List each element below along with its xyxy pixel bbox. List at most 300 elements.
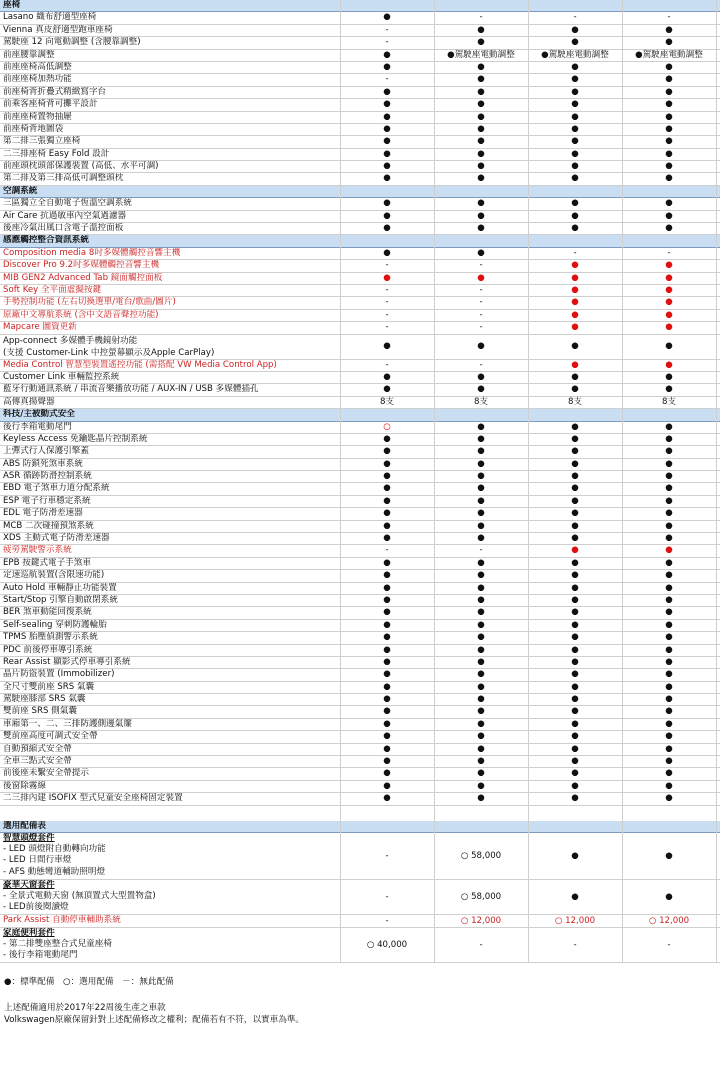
spec-label-text: 手勢控制功能 (左右切換選單/電台/歌曲/圖片) — [3, 297, 176, 308]
spec-label-text: 第二排及第三排高低可調整頭枕 — [3, 173, 124, 184]
spec-cell: ● — [571, 681, 579, 692]
spec-cell: ● — [665, 706, 673, 717]
spec-cell: ● — [571, 421, 579, 432]
spec-cell: ● — [477, 340, 485, 351]
spec-label — [3, 99, 338, 110]
spec-cell: ● — [477, 656, 485, 667]
spec-cell: ● — [665, 433, 673, 444]
spec-cell: ● — [477, 272, 485, 283]
spec-cell: ● — [383, 768, 391, 779]
spec-cell: ● — [383, 198, 391, 209]
spec-cell: ● — [665, 446, 673, 457]
grid-line — [528, 0, 529, 963]
spec-cell: ● — [383, 272, 391, 283]
spec-label-text: Discover Pro 9.2吋多媒體觸控音響主機 — [3, 260, 160, 271]
spec-row — [0, 161, 720, 173]
spec-cell: ● — [665, 669, 673, 680]
spec-cell: ● — [665, 644, 673, 655]
option-cell: - — [385, 850, 389, 861]
spec-cell: ● — [383, 495, 391, 506]
spec-cell: ● — [477, 24, 485, 35]
spec-cell: - — [479, 260, 483, 271]
option-label — [3, 880, 338, 914]
spec-label-text: App-connect 多媒體手機鏡射功能 — [3, 335, 138, 346]
spec-row — [0, 173, 720, 185]
spec-label-text: MCB 二次碰撞預煞系統 — [3, 520, 94, 531]
spec-cell: ● — [571, 780, 579, 791]
spec-label — [3, 632, 338, 643]
spec-label-text: 前座椅背折疊式精緻寫字台 — [3, 86, 107, 97]
spec-label-text: 晶片防盜裝置 (Immobilizer) — [3, 669, 115, 680]
spec-cell: - — [479, 359, 483, 370]
spec-cell: - — [385, 74, 389, 85]
spec-cell: ● — [665, 632, 673, 643]
spec-row — [0, 471, 720, 483]
spec-label — [3, 173, 338, 184]
option-cell: ○ 12,000 — [554, 915, 596, 926]
spec-cell: ● — [571, 309, 579, 320]
option-cell: ● — [571, 850, 579, 861]
spec-label — [3, 223, 338, 234]
spec-cell: ● — [383, 570, 391, 581]
spec-cell: ● — [477, 669, 485, 680]
spec-cell: - — [573, 247, 577, 258]
spec-row — [0, 682, 720, 694]
spec-cell: ● — [665, 86, 673, 97]
spec-row — [0, 285, 720, 297]
spec-cell: ● — [665, 582, 673, 593]
spec-cell: ● — [571, 284, 579, 295]
spec-cell: ● — [477, 756, 485, 767]
spec-cell: ● — [383, 557, 391, 568]
option-cell: ● — [665, 850, 673, 861]
spec-cell: ●駕駛座電動調整 — [541, 49, 609, 60]
spec-label-text: EBD 電子煞車力道分配系統 — [3, 483, 110, 494]
option-package-title: Park Assist 自動停車輔助系統 — [3, 915, 121, 926]
spec-cell: ● — [665, 340, 673, 351]
spec-label-text: ASR 循跡防滑控制系統 — [3, 471, 92, 482]
section-header — [0, 409, 720, 421]
spec-cell: ● — [477, 632, 485, 643]
spec-cell: ● — [571, 148, 579, 159]
spec-cell: ● — [571, 173, 579, 184]
spec-cell: ● — [571, 458, 579, 469]
spec-label-text: 後行李箱電動尾門 — [3, 421, 72, 432]
spec-label-text: BER 煞車動能回復系統 — [3, 607, 92, 618]
spec-label — [3, 372, 338, 383]
spec-row — [0, 422, 720, 434]
option-package — [0, 880, 720, 916]
spec-cell: ● — [665, 619, 673, 630]
spec-label — [3, 744, 338, 755]
spec-cell: ● — [665, 471, 673, 482]
spec-cell: ● — [383, 669, 391, 680]
spec-cell: ● — [665, 545, 673, 556]
spec-cell: ● — [383, 136, 391, 147]
spec-label — [3, 731, 338, 742]
spec-row — [0, 273, 720, 285]
spec-cell: ● — [665, 483, 673, 494]
spec-cell: ● — [383, 49, 391, 60]
spec-label-text: 定速巡航裝置(含限速功能) — [3, 570, 105, 581]
spec-row — [0, 99, 720, 111]
section-header — [0, 0, 720, 12]
spec-cell: ● — [665, 61, 673, 72]
spec-cell: ● — [571, 706, 579, 717]
spec-label — [3, 620, 338, 631]
option-item: - 全景式電動天窗 (無頂置式大型置物盒) — [3, 891, 156, 901]
spec-label — [3, 446, 338, 457]
option-cell: - — [479, 939, 483, 950]
spec-label — [3, 483, 338, 494]
spec-cell: ● — [571, 483, 579, 494]
spec-cell: ● — [477, 433, 485, 444]
spec-cell: ● — [665, 198, 673, 209]
spec-cell: ● — [665, 694, 673, 705]
grid-line — [340, 0, 341, 963]
spec-cell: ● — [477, 223, 485, 234]
spec-cell: ● — [665, 210, 673, 221]
spec-cell: ● — [383, 161, 391, 172]
spec-cell: ● — [665, 260, 673, 271]
option-item: - AFS 動態彎道輔助照明燈 — [3, 866, 106, 877]
spec-cell: ● — [665, 570, 673, 581]
spec-row — [0, 248, 720, 260]
grid-line — [434, 0, 435, 963]
spec-row — [0, 211, 720, 223]
spec-cell: ● — [477, 694, 485, 705]
spec-row — [0, 223, 720, 235]
spec-cell: - — [479, 309, 483, 320]
spec-row — [0, 583, 720, 595]
spec-label — [3, 781, 338, 792]
spec-cell: ● — [665, 594, 673, 605]
spec-label — [3, 422, 338, 433]
spec-label — [3, 434, 338, 445]
spec-label-text: 疲勞駕駛警示系統 — [3, 545, 72, 556]
section-title: 空調系統 — [3, 185, 38, 196]
spec-cell: ● — [571, 111, 579, 122]
option-package — [0, 928, 720, 964]
spec-label-text: 駕駛座膝部 SRS 氣囊 — [3, 694, 86, 705]
spec-cell: ● — [571, 340, 579, 351]
spec-cell: ● — [665, 309, 673, 320]
spec-cell: - — [385, 322, 389, 333]
spec-cell: ● — [571, 223, 579, 234]
spec-cell: ● — [477, 731, 485, 742]
spec-label — [3, 607, 338, 618]
option-package-title: 智慧頭燈套件 — [3, 833, 55, 843]
spec-cell: ● — [571, 594, 579, 605]
spec-row — [0, 595, 720, 607]
spec-cell: ● — [477, 644, 485, 655]
spec-cell: ● — [383, 718, 391, 729]
option-package — [0, 915, 720, 927]
spec-label-text: Auto Hold 車輛靜止功能裝置 — [3, 582, 117, 593]
spec-cell: ● — [477, 533, 485, 544]
spec-label — [3, 756, 338, 767]
spec-cell: 8支 — [473, 396, 489, 407]
spec-cell: ● — [571, 371, 579, 382]
spec-label — [3, 360, 338, 371]
option-cell: ○ 12,000 — [460, 915, 502, 926]
spec-cell: ● — [665, 520, 673, 531]
option-item: - 第二排雙座整合式兒童座椅 — [3, 938, 112, 949]
spec-label-text: MIB GEN2 Advanced Tab 鏡面觸控面板 — [3, 272, 163, 283]
spec-cell: ● — [383, 384, 391, 395]
spec-label — [3, 322, 338, 333]
spec-row — [0, 781, 720, 793]
spec-row — [0, 744, 720, 756]
spec-cell: ● — [383, 86, 391, 97]
spec-label — [3, 657, 338, 668]
spec-cell: ● — [477, 371, 485, 382]
spec-cell: ● — [477, 86, 485, 97]
spec-cell: ● — [477, 495, 485, 506]
spec-row — [0, 545, 720, 557]
spec-cell: ● — [571, 123, 579, 134]
spec-cell: - — [385, 359, 389, 370]
spec-cell: ● — [571, 272, 579, 283]
spec-cell: ● — [571, 508, 579, 519]
spec-cell: ● — [383, 619, 391, 630]
spec-label-text: 上彈式行人保護引擎蓋 — [3, 446, 89, 457]
spec-label — [3, 397, 338, 408]
spec-cell: ● — [665, 322, 673, 333]
spec-label — [3, 149, 338, 160]
spec-cell: ● — [383, 458, 391, 469]
spec-cell: ● — [383, 520, 391, 531]
note: 上述配備適用於2017年22周後生產之車款 — [4, 1003, 166, 1013]
option-cell: ○ 40,000 — [366, 939, 408, 950]
spec-cell: ● — [383, 247, 391, 258]
spec-label — [3, 124, 338, 135]
grid-line — [716, 0, 717, 963]
spec-row — [0, 533, 720, 545]
legend: ●：標準配備 ○：選用配備 －：無此配備 — [4, 977, 174, 987]
spec-label-text: 自動預縮式安全帶 — [3, 743, 72, 754]
spec-cell: ● — [571, 533, 579, 544]
spec-cell: ● — [665, 136, 673, 147]
spec-row — [0, 322, 720, 334]
spec-cell: ● — [383, 694, 391, 705]
spec-cell: - — [667, 247, 671, 258]
spec-cell: ● — [571, 37, 579, 48]
spec-row — [0, 297, 720, 309]
spec-cell: ● — [383, 111, 391, 122]
spec-cell: ●駕駛座電動調整 — [447, 49, 515, 60]
spec-label — [3, 335, 338, 359]
spec-cell: ● — [383, 223, 391, 234]
spec-label — [3, 198, 338, 209]
option-item: - 後行李箱電動尾門 — [3, 950, 78, 961]
spec-cell: ● — [665, 123, 673, 134]
option-label — [3, 833, 338, 878]
spec-row — [0, 607, 720, 619]
spec-cell: ● — [571, 632, 579, 643]
spec-label-text-line2: (支援 Customer-Link 中控螢幕顯示及Apple CarPlay) — [3, 347, 215, 358]
section-title: 科技/主被動式安全 — [3, 409, 75, 420]
spec-row — [0, 360, 720, 372]
spec-label-text: 前乘客座椅背可攤平設計 — [3, 99, 98, 110]
spec-row — [0, 459, 720, 471]
spec-label-text: Air Care 抗過敏車內空氣過濾器 — [3, 210, 127, 221]
spec-cell: ● — [665, 24, 673, 35]
spec-cell: ● — [477, 793, 485, 804]
spec-label — [3, 87, 338, 98]
spec-label-text: Rear Assist 顯影式停車導引系統 — [3, 656, 131, 667]
spec-cell: ● — [571, 495, 579, 506]
spec-row — [0, 434, 720, 446]
spec-row — [0, 645, 720, 657]
spec-cell: ● — [383, 780, 391, 791]
spec-row — [0, 50, 720, 62]
spacer — [0, 806, 720, 821]
spec-cell: ● — [571, 74, 579, 85]
spec-label — [3, 595, 338, 606]
spec-row — [0, 521, 720, 533]
spec-label — [3, 793, 338, 804]
spec-cell: ● — [571, 718, 579, 729]
spec-cell: ● — [571, 433, 579, 444]
spec-cell: - — [479, 12, 483, 23]
spec-label-text: 全尺寸雙前座 SRS 氣囊 — [3, 681, 95, 692]
spec-cell: ● — [477, 99, 485, 110]
spec-label-text: 前座座椅置物抽屜 — [3, 111, 72, 122]
spec-cell: ● — [383, 607, 391, 618]
spec-cell: - — [385, 309, 389, 320]
spec-cell: ● — [571, 607, 579, 618]
spec-cell: ● — [571, 24, 579, 35]
spec-label — [3, 260, 338, 271]
spec-cell: ● — [477, 483, 485, 494]
spec-label — [3, 384, 338, 395]
spec-label — [3, 112, 338, 123]
spec-cell: ● — [477, 161, 485, 172]
section-title: 感應觸控整合資訊系統 — [3, 235, 89, 246]
spec-label-text: 駕駛座 12 向電動調整 (含腰靠調整) — [3, 37, 141, 48]
spec-cell: - — [385, 297, 389, 308]
spec-row — [0, 62, 720, 74]
spec-label-text: 高傳真揚聲器 — [3, 396, 55, 407]
spec-cell: ● — [571, 322, 579, 333]
spec-label-text: 後座冷氣出風口含電子溫控面板 — [3, 223, 124, 234]
spec-cell: ● — [383, 61, 391, 72]
spec-cell: ● — [383, 731, 391, 742]
spec-cell: ● — [665, 768, 673, 779]
spec-cell: ● — [571, 669, 579, 680]
spec-label — [3, 285, 338, 296]
spec-cell: ● — [665, 495, 673, 506]
spec-cell: ● — [665, 37, 673, 48]
spec-label-text: 車廂第一、二、三排防護側邊氣簾 — [3, 718, 132, 729]
spec-cell: - — [479, 284, 483, 295]
note: Volkswagen原廠保留針對上述配備修改之權利；配備若有不符，以實車為準。 — [4, 1015, 305, 1025]
spec-cell: ● — [383, 471, 391, 482]
spec-cell: ● — [383, 656, 391, 667]
option-cell: - — [667, 939, 671, 950]
spec-label-text: Composition media 8吋多媒體觸控音響主機 — [3, 247, 181, 258]
spec-cell: ● — [383, 446, 391, 457]
spec-label — [3, 533, 338, 544]
spec-cell: ● — [383, 681, 391, 692]
section-header — [0, 186, 720, 198]
spec-row — [0, 731, 720, 743]
spec-row — [0, 124, 720, 136]
spec-label-text: ABS 防鎖死煞車系統 — [3, 458, 83, 469]
option-cell: ● — [665, 891, 673, 902]
spec-cell: ● — [477, 780, 485, 791]
spec-cell: ● — [477, 619, 485, 630]
spec-cell: ● — [477, 594, 485, 605]
spec-label-text: 前座座椅加熱功能 — [3, 74, 72, 85]
spec-row — [0, 87, 720, 99]
grid-line — [622, 0, 623, 963]
spec-row — [0, 719, 720, 731]
spec-cell: ● — [571, 446, 579, 457]
spec-cell: ● — [477, 607, 485, 618]
spec-row — [0, 384, 720, 396]
spec-cell: ● — [383, 148, 391, 159]
spec-cell: ● — [383, 533, 391, 544]
spec-label-text: 第二排三張獨立座椅 — [3, 136, 81, 147]
spec-cell: ● — [571, 557, 579, 568]
spec-cell: ● — [571, 198, 579, 209]
spec-label — [3, 161, 338, 172]
spec-label — [3, 496, 338, 507]
spec-row — [0, 558, 720, 570]
spec-row — [0, 149, 720, 161]
option-item: - LED 頭燈附自動轉向功能 — [3, 844, 106, 855]
spec-label — [3, 459, 338, 470]
spec-cell: ● — [665, 731, 673, 742]
spec-cell: ● — [665, 743, 673, 754]
spec-cell: ● — [665, 284, 673, 295]
spec-label-text: Customer Link 車輛監控系統 — [3, 371, 120, 382]
spec-label-text: 前座座椅高低調整 — [3, 61, 72, 72]
option-cell: - — [385, 891, 389, 902]
spec-cell: ● — [477, 706, 485, 717]
spec-cell: ● — [477, 74, 485, 85]
spec-row — [0, 768, 720, 780]
spec-label-text: Start/Stop 引擎自動啟閉系統 — [3, 594, 118, 605]
spec-cell: ● — [665, 508, 673, 519]
spec-cell: ● — [571, 210, 579, 221]
spec-label-text: 三區獨立全自動電子恆溫空調系統 — [3, 198, 132, 209]
spec-cell: ● — [665, 161, 673, 172]
spec-row — [0, 706, 720, 718]
spec-label — [3, 669, 338, 680]
spec-cell: - — [479, 545, 483, 556]
spec-cell: ● — [571, 768, 579, 779]
option-package — [0, 833, 720, 880]
spec-cell: ● — [571, 545, 579, 556]
spec-label-text: 前座椅背地圖袋 — [3, 123, 64, 134]
spec-label — [3, 545, 338, 556]
spec-cell: ● — [571, 582, 579, 593]
spec-cell: ● — [383, 123, 391, 134]
spec-row — [0, 496, 720, 508]
spec-cell: ● — [571, 86, 579, 97]
spec-cell: ● — [571, 793, 579, 804]
spec-label-text: Soft Key 全平面虛擬按鍵 — [3, 284, 102, 295]
spec-label-text: Mapcare 圖資更新 — [3, 322, 77, 333]
spec-row — [0, 198, 720, 210]
spec-cell: ● — [477, 681, 485, 692]
spec-cell: ● — [665, 681, 673, 692]
spec-cell: ● — [383, 210, 391, 221]
spec-cell: - — [667, 12, 671, 23]
